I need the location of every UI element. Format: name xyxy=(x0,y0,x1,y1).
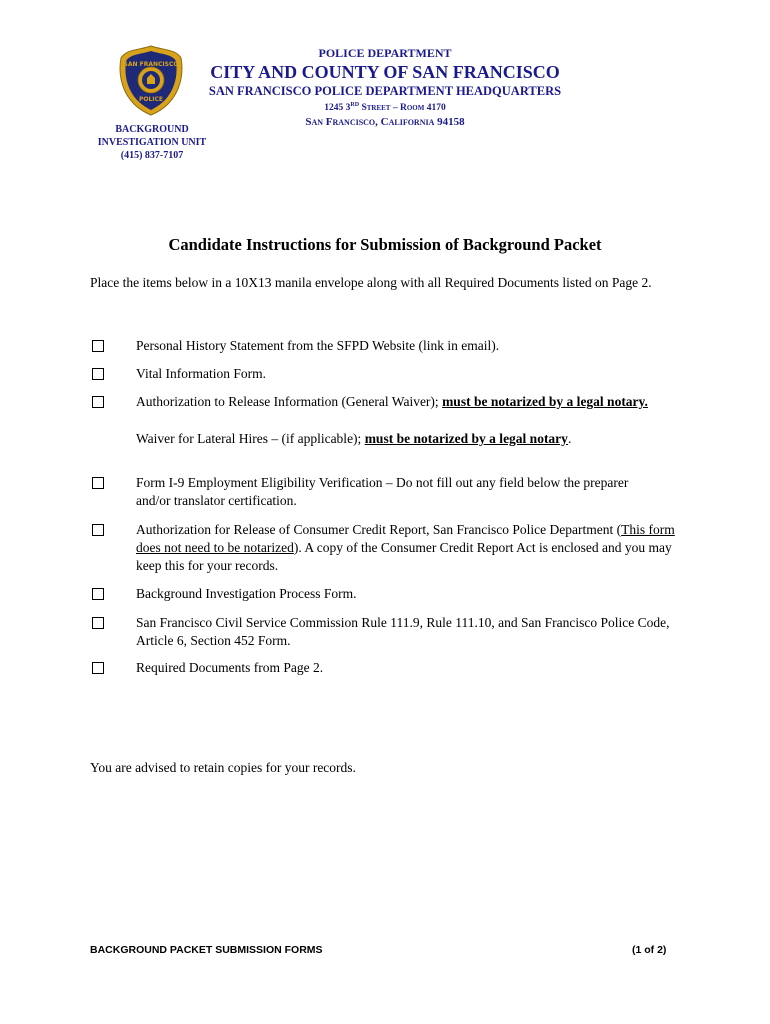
item-civil-service-rules: San Francisco Civil Service Commission Rule 111.9, Rule 111.10, and San Francisco Police Code, Article 6, Section 452 Form. xyxy=(136,615,670,648)
page-number: (1 of 2) xyxy=(632,944,667,956)
checkbox-civil-service-rules[interactable] xyxy=(92,617,104,629)
retain-copies-note: You are advised to retain copies for your records. xyxy=(90,760,356,775)
street-address: 1245 3RD Street – Room 4170 xyxy=(324,102,446,114)
headquarters-heading: SAN FRANCISCO POLICE DEPARTMENT HEADQUARTERS xyxy=(208,84,562,98)
item-lateral-waiver: Waiver for Lateral Hires – (if applicable); must be notarized by a legal notary. xyxy=(136,431,572,446)
document-title: Candidate Instructions for Submission of Background Packet xyxy=(168,235,602,254)
checkbox-process-form[interactable] xyxy=(92,588,104,600)
item-required-documents: Required Documents from Page 2. xyxy=(136,660,324,675)
item-i9-form: Form I-9 Employment Eligibility Verification – Do not fill out any field below the preparer and/or translator certification. xyxy=(136,475,629,508)
item-personal-history: Personal History Statement from the SFPD Website (link in email). xyxy=(136,338,500,353)
department-label: POLICE DEPARTMENT xyxy=(318,46,452,60)
item-process-form: Background Investigation Process Form. xyxy=(136,586,357,601)
checkbox-credit-report[interactable] xyxy=(92,524,104,536)
svg-text:SAN FRANCISCO: SAN FRANCISCO xyxy=(123,61,179,68)
checkbox-personal-history[interactable] xyxy=(92,340,104,352)
unit-contact-block xyxy=(84,123,220,162)
city-address: San Francisco, California 94158 xyxy=(305,116,465,128)
unit-name-line2: INVESTIGATION UNIT xyxy=(97,137,207,148)
checkbox-i9-form[interactable] xyxy=(92,477,104,489)
city-county-heading: CITY AND COUNTY OF SAN FRANCISCO xyxy=(210,62,560,82)
unit-name-line1: BACKGROUND xyxy=(115,124,189,135)
item-vital-info: Vital Information Form. xyxy=(136,366,267,381)
checkbox-general-waiver[interactable] xyxy=(92,396,104,408)
checkbox-vital-info[interactable] xyxy=(92,368,104,380)
intro-paragraph: Place the items below in a 10X13 manila envelope along with all Required Documents listed on Page 2. xyxy=(90,275,652,290)
item-credit-report: Authorization for Release of Consumer Credit Report, San Francisco Police Department (This form does not need to be notarized). A copy of the Consumer Credit Report Act is enclosed and you may keep this for your records. xyxy=(136,522,675,573)
svg-text:POLICE: POLICE xyxy=(138,96,164,103)
item-general-waiver: Authorization to Release Information (General Waiver); must be notarized by a legal notary. xyxy=(136,394,648,409)
unit-phone: (415) 837-7107 xyxy=(120,150,184,161)
footer-title: BACKGROUND PACKET SUBMISSION FORMS xyxy=(90,944,323,956)
checkbox-required-documents[interactable] xyxy=(92,662,104,674)
